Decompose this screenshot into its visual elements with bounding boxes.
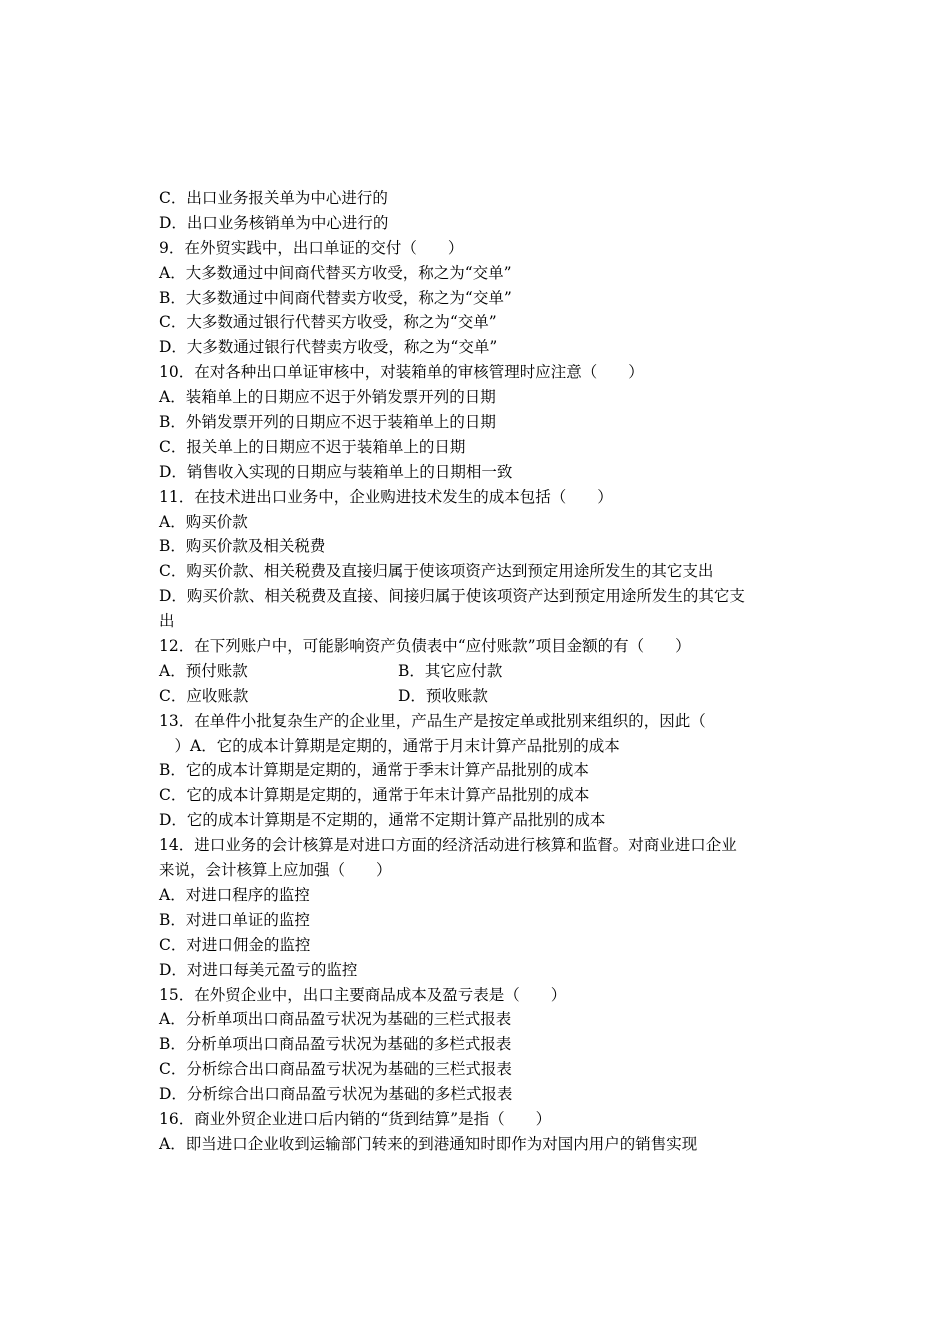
option-a-q9: A．大多数通过中间商代替买方收受，称之为“交单”	[159, 263, 512, 282]
document-body	[159, 186, 799, 1157]
option-b-q11: B．购买价款及相关税费	[159, 537, 326, 556]
option-d-q11-continued: 出	[159, 612, 175, 631]
question-15: 15．在外贸企业中，出口主要商品成本及盈亏表是（ ）	[159, 985, 567, 1004]
option-b-q14: B．对进口单证的监控	[159, 910, 310, 929]
q12-options-row-2	[159, 684, 799, 709]
option-c-q12: C．应收账款	[159, 686, 249, 705]
option-a-q12: A．预付账款	[159, 661, 248, 680]
option-a-q16: A．即当进口企业收到运输部门转来的到港通知时即作为对国内用户的销售实现	[159, 1134, 698, 1153]
option-a-q15: A．分析单项出口商品盈亏状况为基础的三栏式报表	[159, 1010, 512, 1029]
option-d-q14: D．对进口每美元盈亏的监控	[159, 960, 358, 979]
option-b-q12: B．其它应付款	[398, 661, 503, 680]
option-b-q9: B．大多数通过中间商代替卖方收受，称之为“交单”	[159, 288, 512, 307]
q12-options-row-1	[159, 659, 799, 684]
option-d-q12: D．预收账款	[398, 686, 488, 705]
option-c-q10: C．报关单上的日期应不迟于装箱单上的日期	[159, 437, 466, 456]
option-a-q13: ）A．它的成本计算期是定期的，通常于月末计算产品批别的成本	[159, 736, 620, 755]
question-14-continued: 来说，会计核算上应加强（ ）	[159, 861, 392, 880]
question-11: 11．在技术进出口业务中，企业购进技术发生的成本包括（ ）	[159, 487, 613, 506]
option-a-q11: A．购买价款	[159, 512, 248, 531]
question-16: 16．商业外贸企业进口后内销的“货到结算”是指（ ）	[159, 1109, 552, 1128]
option-b-q13: B．它的成本计算期是定期的，通常于季末计算产品批别的成本	[159, 761, 589, 780]
question-14: 14．进口业务的会计核算是对进口方面的经济活动进行核算和监督。对商业进口企业	[159, 836, 737, 855]
option-c-q13: C．它的成本计算期是定期的，通常于年末计算产品批别的成本	[159, 786, 590, 805]
question-13: 13．在单件小批复杂生产的企业里，产品生产是按定单或批别来组织的，因此（	[159, 711, 706, 730]
question-10: 10．在对各种出口单证审核中，对装箱单的审核管理时应注意（ ）	[159, 363, 644, 382]
option-c-q8: C．出口业务报关单为中心进行的	[159, 189, 388, 207]
option-c-q9: C．大多数通过银行代替买方收受，称之为“交单”	[159, 313, 497, 332]
question-12: 12．在下列账户中，可能影响资产负债表中“应付账款”项目金额的有（ ）	[159, 637, 691, 656]
option-a-q14: A．对进口程序的监控	[159, 885, 310, 904]
option-b-q10: B．外销发票开列的日期应不迟于装箱单上的日期	[159, 413, 496, 432]
option-d-q10: D．销售收入实现的日期应与装箱单上的日期相一致	[159, 462, 513, 481]
option-d-q9: D．大多数通过银行代替卖方收受，称之为“交单”	[159, 338, 498, 357]
option-b-q15: B．分析单项出口商品盈亏状况为基础的多栏式报表	[159, 1035, 512, 1054]
option-d-q11: D．购买价款、相关税费及直接、间接归属于使该项资产达到预定用途所发生的其它支	[159, 587, 745, 606]
option-c-q15: C．分析综合出口商品盈亏状况为基础的三栏式报表	[159, 1060, 512, 1079]
option-c-q11: C．购买价款、相关税费及直接归属于使该项资产达到预定用途所发生的其它支出	[159, 562, 714, 581]
option-a-q10: A．装箱单上的日期应不迟于外销发票开列的日期	[159, 388, 496, 407]
option-d-q8: D．出口业务核销单为中心进行的	[159, 213, 389, 232]
question-9: 9．在外贸实践中，出口单证的交付（ ）	[159, 238, 464, 257]
option-d-q15: D．分析综合出口商品盈亏状况为基础的多栏式报表	[159, 1085, 513, 1104]
option-c-q14: C．对进口佣金的监控	[159, 935, 311, 954]
option-d-q13: D．它的成本计算期是不定期的，通常不定期计算产品批别的成本	[159, 811, 606, 830]
